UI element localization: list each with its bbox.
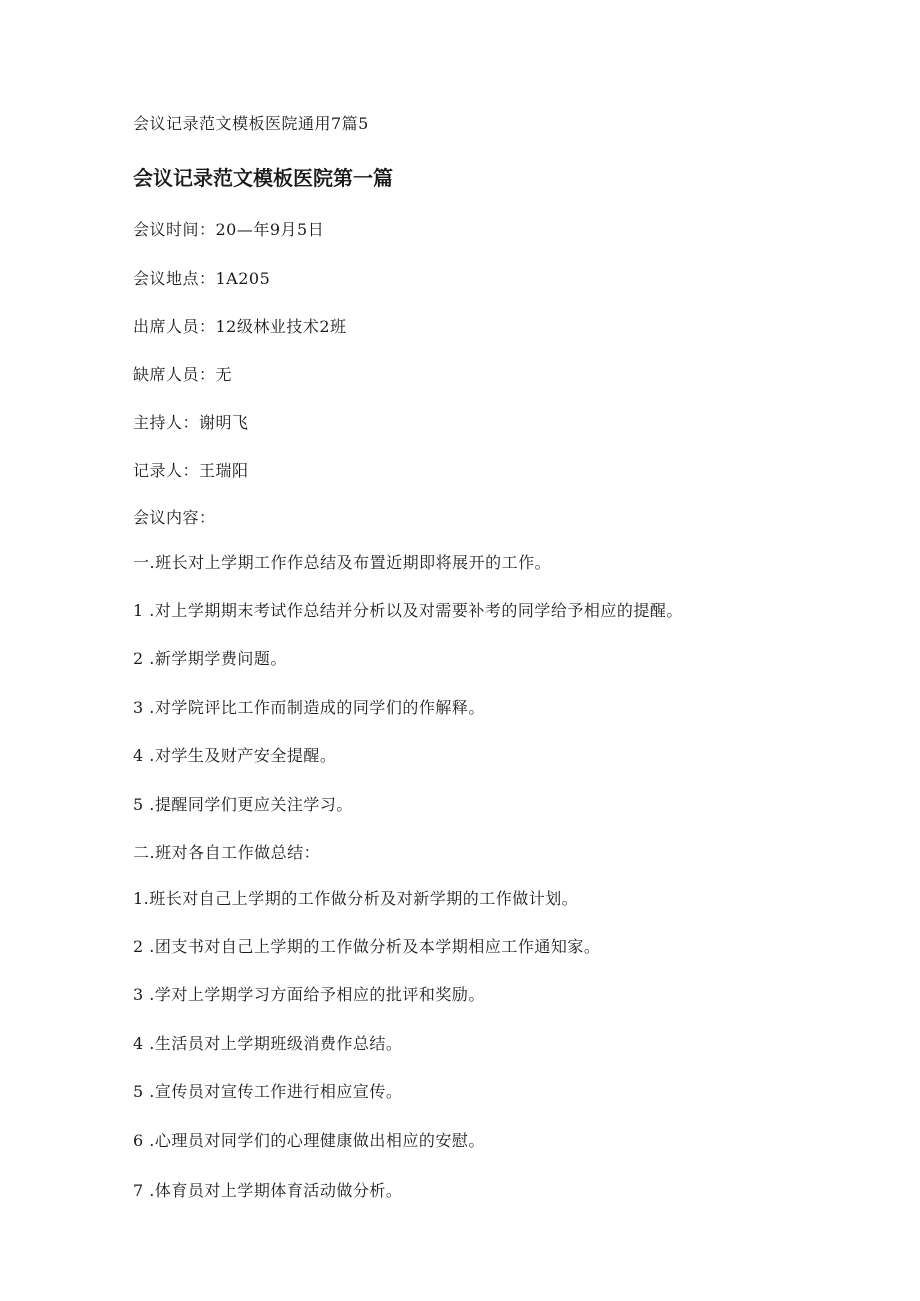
list-item: 2 .新学期学费问题。: [133, 649, 287, 668]
document-title: 会议记录范文模板医院通用7篇5: [133, 114, 369, 133]
host: 主持人：谢明飞: [133, 413, 249, 432]
list-item: 5 .宣传员对宣传工作进行相应宣传。: [133, 1082, 403, 1101]
meeting-content-label: 会议内容：: [133, 508, 216, 527]
list-item: 6 .心理员对同学们的心理健康做出相应的安慰。: [133, 1131, 485, 1150]
list-item: 5 .提醒同学们更应关注学习。: [133, 795, 353, 814]
section-two-heading: 二.班对各自工作做总结：: [133, 843, 321, 862]
list-item: 4 .对学生及财产安全提醒。: [133, 746, 337, 765]
list-item: 1.班长对自己上学期的工作做分析及对新学期的工作做计划。: [133, 889, 579, 908]
list-item: 3 .对学院评比工作而制造成的同学们的作解释。: [133, 698, 485, 717]
list-item: 3 .学对上学期学习方面给予相应的批评和奖励。: [133, 985, 485, 1004]
meeting-location: 会议地点：1A205: [133, 269, 271, 288]
absentees: 缺席人员：无: [133, 365, 233, 384]
list-item: 7 .体育员对上学期体育活动做分析。: [133, 1181, 403, 1200]
list-item: 4 .生活员对上学期班级消费作总结。: [133, 1034, 403, 1053]
list-item: 1 .对上学期期末考试作总结并分析以及对需要补考的同学给予相应的提醒。: [133, 601, 683, 620]
section-heading: 会议记录范文模板医院第一篇: [133, 166, 393, 190]
attendees: 出席人员：12级林业技术2班: [133, 317, 347, 336]
meeting-time: 会议时间：20—年9月5日: [133, 220, 325, 239]
section-one-heading: 一.班长对上学期工作作总结及布置近期即将展开的工作。: [133, 553, 552, 572]
list-item: 2 .团支书对自己上学期的工作做分析及本学期相应工作通知家。: [133, 937, 601, 956]
recorder: 记录人：王瑞阳: [133, 461, 249, 480]
